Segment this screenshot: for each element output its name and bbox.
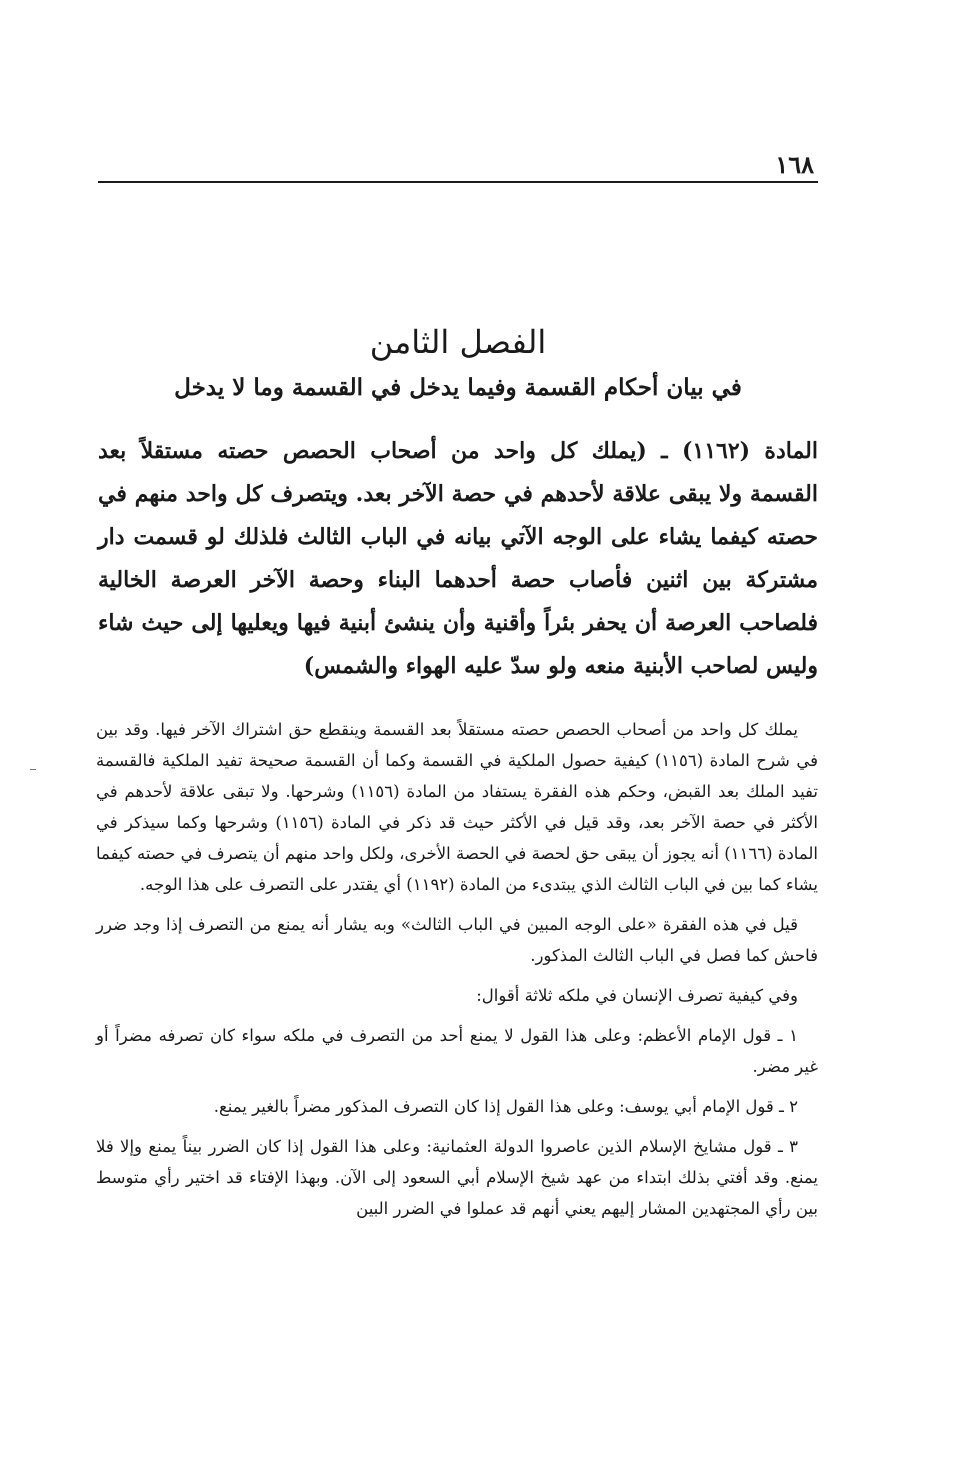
margin-mark — [30, 769, 36, 770]
article-text: المادة (١١٦٢) ـ (يملك كل واحد من أصحاب الحصص حصته مستقلاً بعد القسمة ولا يبقى علاقة لأحدهم في حصة الآخر بعد. ويتصرف كل واحد منهم في حصته كيفما يشاء على الوجه الآتي بيانه في الباب الثالث فلذلك لو قسمت دار مشتركة بين اثنين فأصاب حصة أحدهما البناء وحصة الآخر العرصة الخالية فلصاحب العرصة أن يحفر بئراً وأقنية وأن ينشئ أبنية فيها ويعليها إلى حيث شاء وليس لصاحب الأبنية منعه ولو سدّ عليه الهواء والشمس) — [98, 438, 818, 679]
opinion-item: ٢ ـ قول الإمام أبي يوسف: وعلى هذا القول إذا كان التصرف المذكور مضراً بالغير يمنع. — [213, 1097, 798, 1116]
commentary — [96, 714, 818, 1233]
header-rule — [98, 181, 818, 183]
chapter-subtitle: في بيان أحكام القسمة وفيما يدخل في القسمة وما لا يدخل — [174, 374, 742, 401]
page-number: ١٦٨ — [775, 150, 814, 179]
commentary-paragraph: قيل في هذه الفقرة «على الوجه المبين في الباب الثالث» وبه يشار أنه يمنع من التصرف إذا وجد ضرر فاحش كما فصل في الباب الثالث المذكور. — [96, 915, 818, 965]
commentary-paragraph: يملك كل واحد من أصحاب الحصص حصته مستقلاً بعد القسمة وينقطع حق اشتراك الآخر فيها. وقد بين في شرح المادة (١١٥٦) كيفية حصول الملكية في القسمة وكما أن القسمة صحيحة تفيد الملكية فالقسمة تفيد الملك بعد القبض، وحكم هذه الفقرة يستفاد من المادة (١١٥٦) وشرحها. ولا تبقى علاقة لأحدهم في الأكثر في حصة الآخر بعد، وقد قيل في الأكثر حيث قد ذكر في المادة (١١٥٦) وشرحها وكما سيذكر في المادة (١١٦٦) أنه يجوز أن يبقى حق لحصة في الحصة الأخرى، ولكل واحد منهم أن يتصرف في حصته كيفما يشاء كما بين في الباب الثالث الذي يبتدىء من المادة (١١٩٢) أي يقتدر على التصرف على هذا الوجه. — [96, 720, 818, 894]
commentary-paragraph: وفي كيفية تصرف الإنسان في ملكه ثلاثة أقوال: — [476, 986, 798, 1005]
opinion-item: ١ ـ قول الإمام الأعظم: وعلى هذا القول لا يمنع أحد من التصرف في ملكه سواء كان تصرفه مضراً أو غير مضر. — [96, 1026, 818, 1076]
opinion-item: ٣ ـ قول مشايخ الإسلام الذين عاصروا الدولة العثمانية: وعلى هذا القول إذا كان الضرر بيناً يمنع وإلا فلا يمنع. وقد أفتي بذلك ابتداء من عهد شيخ الإسلام أبي السعود إلى الآن. وبهذا الإفتاء قد اختير رأي متوسط بين رأي المجتهدين المشار إليهم يعني أنهم قد عملوا في الضرر البين — [96, 1137, 818, 1218]
chapter-title: الفصل الثامن — [369, 323, 547, 361]
